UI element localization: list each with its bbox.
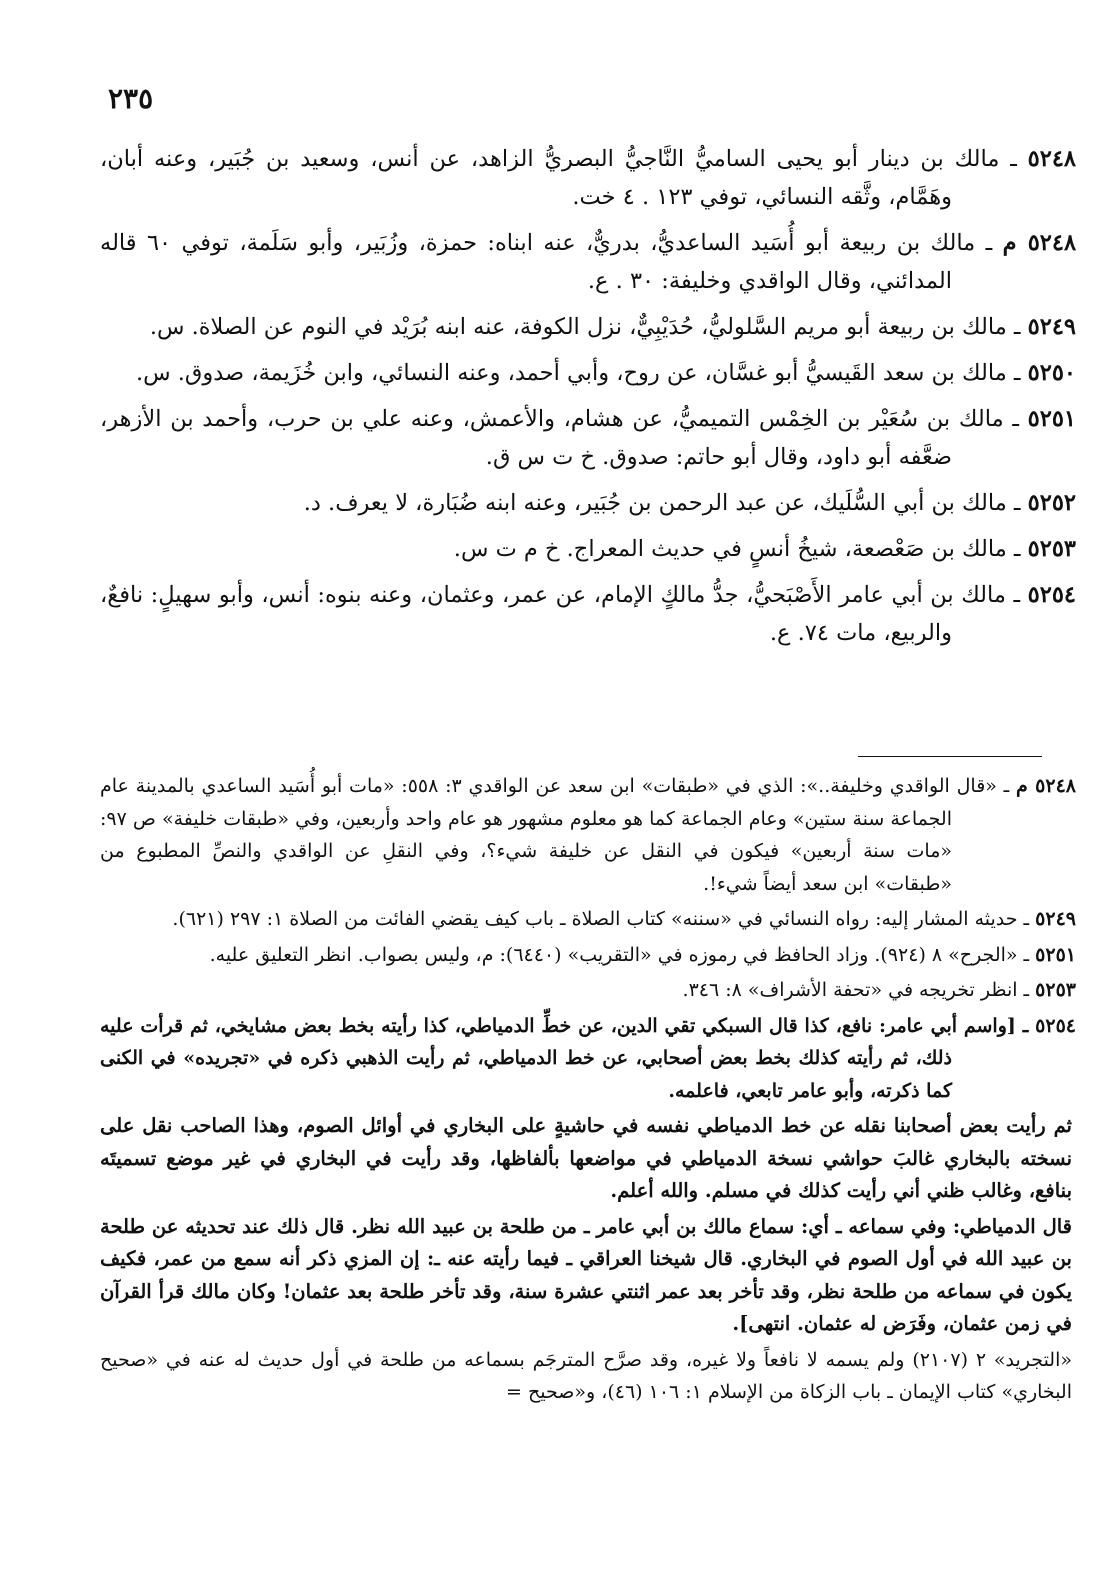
entry [100, 224, 1076, 300]
entry-number: ٥٢٤٨ [1027, 146, 1076, 172]
footnote-text: ـ «قال الواقدي وخليفة..»: الذي في «طبقات» ابن سعد عن الواقدي ٣: ٥٥٨: «مات أبو أُسَيد الساعدي بالمدينة عام الجماعة سنة ستين» وعام الجماعة كما هو معلوم مشهور هو عام واحد وأربعين، وفي «طبقات خليفة» ص ٩٧: «مات سنة أربعين» فيكون في النقل عن خليفة شيء؟، وفي النقلِ عن الواقدي والنصِّ المطبوع من «طبقات» ابن سعد أيضاً شيء!. [100, 775, 1010, 895]
entry-text: ـ مالك بن ربيعة أبو أُسَيد الساعديُّ، بدريٌّ، عنه ابناه: حمزة، وزُبَير، وأبو سَلَمة، توفي ٦٠ قاله المدائني، وقال الواقدي وخليفة: ٣٠ . ع. [100, 230, 993, 294]
entry [100, 530, 1076, 568]
footnote-number: ٥٢٥٣ [1035, 979, 1076, 1001]
entry-text: ـ مالك بن سعد القَيسيُّ أبو غسَّان، عن روح، وأبي أحمد، وعنه النسائي، وابن خُزَيمة، صدوق. س. [136, 360, 1021, 386]
footnotes [100, 770, 1076, 1412]
entry-text: ـ مالك بن أبي عامر الأَصْبَحيُّ، جدُّ مالكٍ الإمام، عن عمر، وعثمان، وعنه بنوه: أنس، وأبو سهيلٍ: نافعٌ، والربيع، مات ٧٤. ع. [100, 582, 1021, 646]
footnote [100, 903, 1076, 936]
main-text [100, 140, 1076, 660]
entry-number: ٥٢٥٤ [1027, 582, 1076, 608]
entry [100, 576, 1076, 652]
entry-text: ـ مالك بن دينار أبو يحيى الساميُّ النَّاجيُّ البصريُّ الزاهد، عن أنس، وسعيد بن جُبَير، وعنه أبان، وهَمَّام، وثَّقه النسائي، توفي ١٢٣ . ٤ خت. [100, 146, 1017, 210]
footnote-text: ـ انظر تخريجه في «تحفة الأشراف» ٨: ٣٤٦. [682, 979, 1030, 1001]
footnote-paragraph: قال الدمياطي: وفي سماعه ـ أي: سماع مالك بن أبي عامر ـ من طلحة بن عبيد الله نظر. قال ذلك عند تحديثه عن طلحة بن عبيد الله في أول الصوم في البخاري. قال شيخنا العراقي ـ فيما رأيته عنه ـ: إن المزي ذكر أنه سمع من عمر، فكيف يكون في سماعه من طلحة نظر، وقد تأخر بعد عمر اثنتي عشرة سنة، وقد تأخر طلحة بعد عثمان! وكان مالك قرأ القرآن في زمن عثمان، وفَرَض له عثمان. انتهى]. [100, 1214, 1072, 1335]
entry-text: ـ مالك بن ربيعة أبو مريم السَّلوليُّ، حُدَيْبِيٌّ، نزل الكوفة، عنه ابنه بُرَيْد في النوم عن الصلاة. س. [149, 314, 1021, 340]
footnote-paragraph: ثم رأيت بعض أصحابنا نقله عن خط الدمياطي نفسه في حاشيةٍ على البخاري في أوائل الصوم، وهذا الصاحب نقل على نسخته بالبخاري غالبَ حواشي نسخة الدمياطي في مواضعها بألفاظها، وقد رأيت في البخاري في غير موضع تسميتَه بنافع، وغالب ظني أني رأيت كذلك في مسلم. والله أعلم. [100, 1114, 1072, 1202]
footnote-number: ٥٢٥١ [1035, 943, 1076, 966]
entry [100, 400, 1076, 476]
footnote-text: ـ حديثه المشار إليه: رواه النسائي في «سننه» كتاب الصلاة ـ باب كيف يقضي الفائت من الصلاة ١: ٢٩٧ (٦٢١). [172, 908, 1030, 930]
footnote-number: ٥٢٤٩ [1035, 908, 1076, 930]
entry [100, 484, 1076, 522]
entry-number: ٥٢٥٠ [1027, 360, 1076, 386]
entry-number: ٥٢٥٢ [1027, 490, 1076, 516]
entry-text: ـ مالك بن صَعْصعة، شيخُ أنسٍ في حديث المعراج. خ م ت س. [453, 536, 1021, 562]
footnote [100, 939, 1076, 972]
footnote-number: ٥٢٤٨ م [1016, 775, 1076, 797]
entry [100, 308, 1076, 346]
footnote-text: ـ «الجرح» ٨ (٩٢٤). وزاد الحافظ في رموزه في «التقريب» (٦٤٤٠): م، وليس بصواب. انظر التعليق عليه. [209, 943, 1030, 966]
footnote-paragraph: «التجريد» ٢ (٢١٠٧) ولم يسمه لا نافعاً ولا غيره، وقد صرَّح المترجَم بسماعه من طلحة في أول حديث له عنه في «صحيح البخاري» كتاب الإيمان ـ باب الزكاة من الإسلام ١: ١٠٦ (٤٦)، و«صحيح = [100, 1348, 1072, 1403]
footnote [100, 974, 1076, 1007]
entry [100, 140, 1076, 216]
entry-number: ٥٢٥٣ [1027, 536, 1076, 562]
footnote-divider [858, 756, 1042, 757]
entry [100, 354, 1076, 392]
footnote-text: ـ [واسم أبي عامر: نافع، كذا قال السبكي تقي الدين، عن خطِّ الدمياطي، كذا رأيته بخط بعض مشايخي، ثم قرأت عليه ذلك، ثم رأيته كذلك بخط بعض أصحابي، عن خط الدمياطي، ثم رأيت الذهبي ذكره في «تجريده» في الكنى كما ذكرته، وأبو عامر تابعي، فاعلمه. [100, 1014, 1029, 1102]
footnote [100, 1010, 1076, 1108]
entry-text: ـ مالك بن سُعَيْر بن الخِمْس التميميُّ، عن هشام، والأعمش، وعنه علي بن حرب، وأحمد بن الأزهر، ضعَّفه أبو داود، وقال أبو حاتم: صدوق. خ ت س ق. [100, 406, 1019, 470]
entry-number: ٥٢٥١ [1027, 406, 1076, 432]
footnote-number: ٥٢٥٤ [1035, 1014, 1076, 1037]
footnote [100, 770, 1076, 900]
entry-number: ٥٢٤٩ [1027, 314, 1076, 340]
page-number: ٢٣٥ [108, 82, 154, 115]
entry-number: ٥٢٤٨ م [1002, 230, 1077, 256]
entry-text: ـ مالك بن أبي السُّلَيك، عن عبد الرحمن بن جُبَير، وعنه ابنه ضُبَارة، لا يعرف. د. [303, 490, 1021, 516]
